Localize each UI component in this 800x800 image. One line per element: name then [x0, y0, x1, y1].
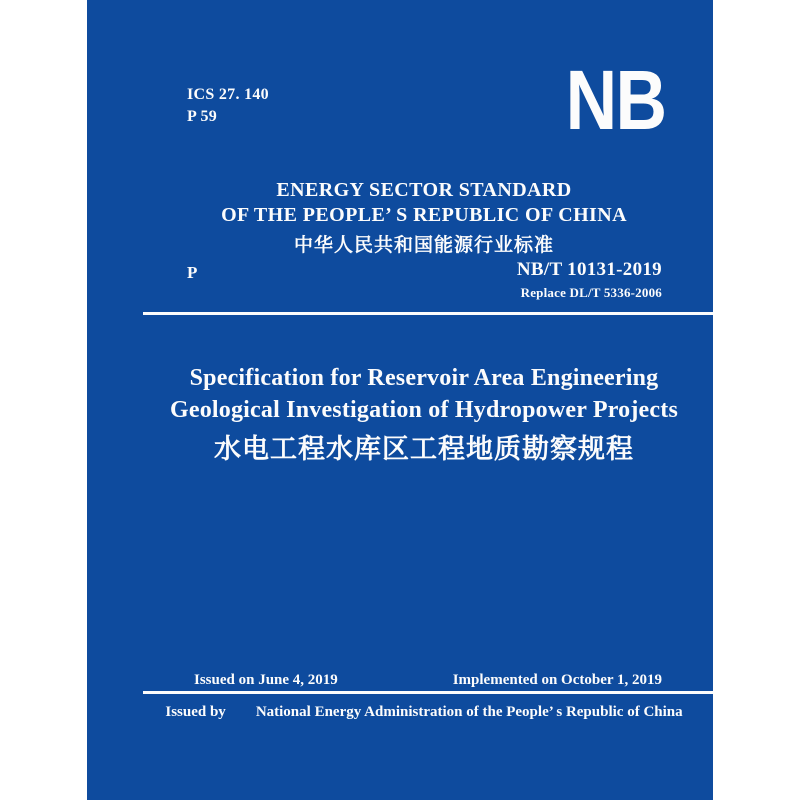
title-chinese: 水电工程水库区工程地质勘察规程 — [214, 434, 634, 465]
title-english-line1: Specification for Reservoir Area Engineering — [189, 365, 659, 391]
issuing-authority-row — [135, 702, 713, 722]
classification-block — [187, 84, 269, 128]
standard-heading — [135, 178, 713, 257]
heading-chinese: 中华人民共和国能源行业标准 — [293, 234, 554, 256]
issued-by-value: National Energy Administration of the People’ s Republic of China — [255, 704, 683, 720]
issued-date: Issued on June 4, 2019 — [194, 672, 338, 688]
replaced-standard-note: Replace DL/T 5336-2006 — [520, 285, 662, 300]
designation-prefix: P — [187, 263, 198, 282]
standard-number: NB/T 10131-2019 — [516, 259, 662, 280]
issued-by-label: Issued by — [165, 704, 226, 720]
separator-line-top — [143, 312, 713, 315]
ics-code: ICS 27. 140 — [187, 86, 269, 103]
standard-cover-page — [87, 0, 713, 800]
dates-row — [194, 670, 662, 690]
separator-line-bottom — [143, 691, 713, 694]
document-title — [135, 362, 713, 466]
nb-logo: NB — [565, 53, 665, 147]
title-english-line2: Geological Investigation of Hydropower Projects — [169, 397, 678, 423]
doc-class-code: P 59 — [187, 108, 218, 125]
heading-english-line1: ENERGY SECTOR STANDARD — [276, 179, 572, 201]
implemented-date: Implemented on October 1, 2019 — [452, 672, 662, 688]
heading-english-line2: OF THE PEOPLE’ S REPUBLIC OF CHINA — [221, 204, 627, 226]
